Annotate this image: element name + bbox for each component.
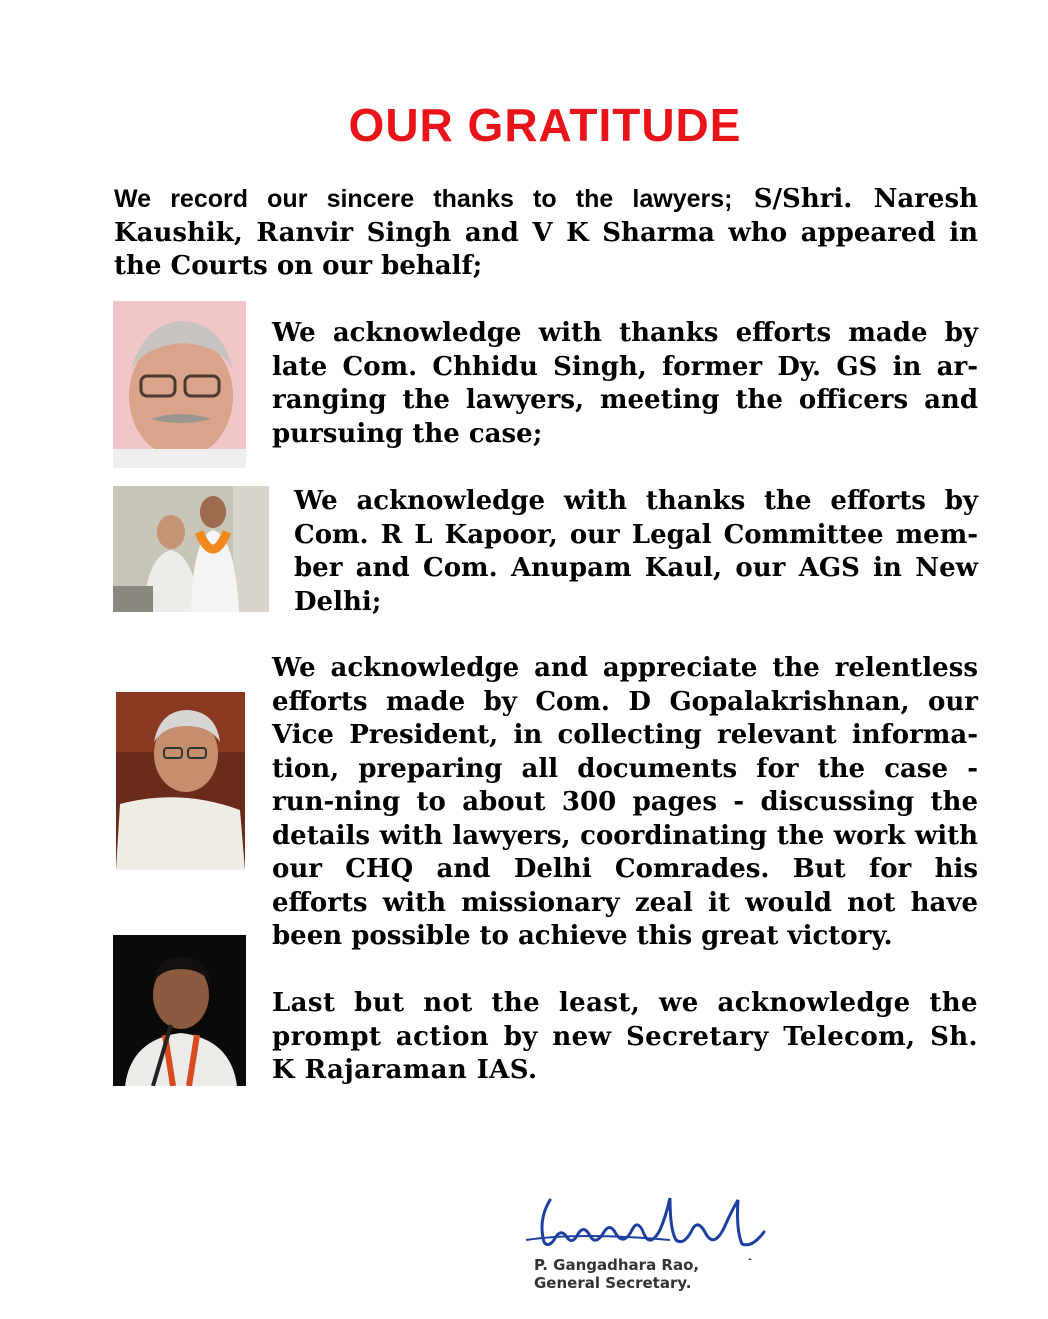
signature-block	[520, 1190, 770, 1300]
lawyers-thanks-paragraph	[114, 183, 978, 284]
photo-chhidu-singh	[113, 301, 246, 468]
page-title: OUR GRATITUDE	[348, 99, 742, 151]
signatory-name: P. Gangadhara Rao,	[534, 1256, 700, 1274]
chhidu-singh-paragraph: We acknowledge with thanks efforts made by late Com. Chhidu Singh, former Dy. GS in ar-ranging the lawyers, meeting the officers and pursuing the case;	[272, 318, 978, 449]
rajaraman-paragraph: Last but not the least, we acknowledge the prompt action by new Secretary Telecom, Sh. K Rajaraman IAS.	[272, 988, 978, 1085]
lawyers-thanks-rest: S/Shri. Naresh Kaushik, Ranvir Singh and V K Sharma who appeared in the Courts on our behalf;	[114, 184, 978, 281]
handwritten-signature	[520, 1190, 770, 1260]
photo-kapoor-kaul	[113, 486, 269, 612]
photo-rajaraman	[113, 935, 246, 1086]
signatory-title: General Secretary.	[534, 1274, 692, 1292]
gopalakrishnan-paragraph: We acknowledge and appreciate the relentless efforts made by Com. D Gopalakrishnan, our Vice President, in collecting relevant informa-tion, preparing all documents for the case - run-ning to about 300 pages - discussing the details with lawyers, coordinating the work with our CHQ and Delhi Comrades. But for his efforts with missionary zeal it would not have been possible to achieve this great victory.	[272, 653, 978, 951]
photo-gopalakrishnan	[116, 692, 245, 870]
lawyers-thanks-lead: We record our sincere thanks to the lawyers;	[114, 185, 733, 213]
kapoor-kaul-paragraph: We acknowledge with thanks the efforts by Com. R L Kapoor, our Legal Committee mem-ber and Com. Anupam Kaul, our AGS in New Delhi;	[294, 486, 978, 617]
